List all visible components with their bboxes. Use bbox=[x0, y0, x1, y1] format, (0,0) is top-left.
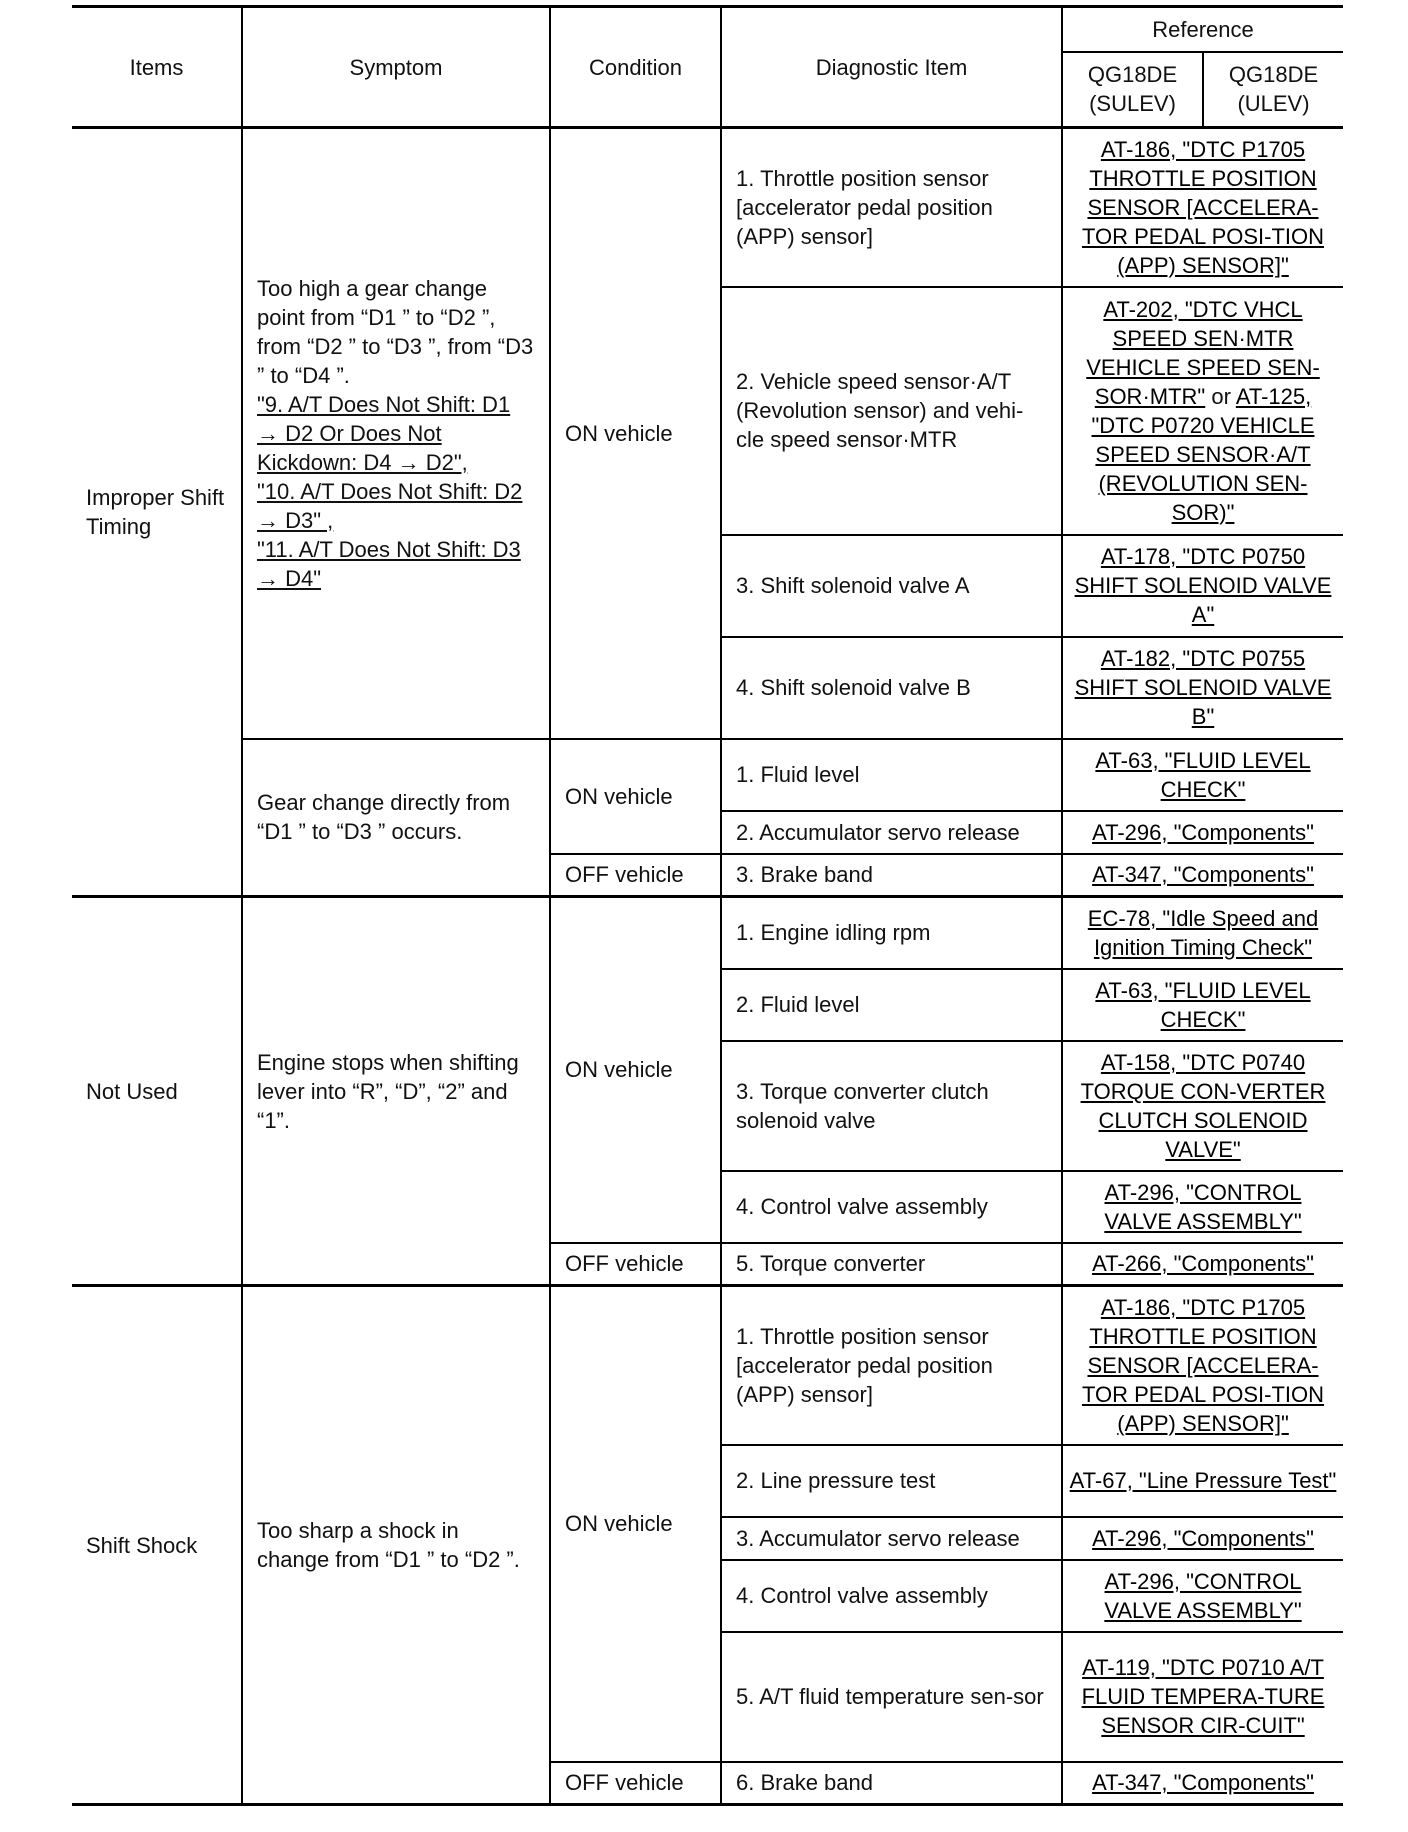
reference-link bbox=[1062, 739, 1343, 811]
condition-cell: OFF vehicle bbox=[550, 1243, 721, 1286]
diag-item: 3. Brake band bbox=[721, 854, 1062, 897]
reference-anchor[interactable]: AT-63, "FLUID LEVEL CHECK" bbox=[1095, 977, 1311, 1032]
reference-link bbox=[1062, 1171, 1343, 1243]
reference-anchor[interactable]: AT-182, "DTC P0755 SHIFT SOLENOID VALVE B" bbox=[1074, 646, 1332, 729]
reference-anchor[interactable]: AT-186, "DTC P1705 THROTTLE POSITION SENSOR [ACCELERA-TOR PEDAL POSI-TION (APP) SENSOR]" bbox=[1081, 136, 1325, 278]
header-condition: Condition bbox=[550, 7, 721, 128]
diag-item: 5. A/T fluid temperature sen-sor bbox=[721, 1632, 1062, 1762]
header-reference: Reference bbox=[1062, 7, 1343, 52]
reference-link bbox=[1062, 854, 1343, 897]
reference-link bbox=[1062, 1286, 1343, 1445]
condition-cell: ON vehicle bbox=[550, 1286, 721, 1762]
item-shift-shock: Shift Shock bbox=[72, 1286, 242, 1805]
reference-anchor[interactable]: AT-296, "CONTROL VALVE ASSEMBLY" bbox=[1104, 1568, 1302, 1623]
diag-item: 2. Fluid level bbox=[721, 969, 1062, 1041]
diag-item: 1. Throttle position sensor [accelerator pedal position (APP) sensor] bbox=[721, 128, 1062, 287]
diag-item: 4. Shift solenoid valve B bbox=[721, 637, 1062, 739]
reference-anchor[interactable]: AT-266, "Components" bbox=[1092, 1251, 1314, 1277]
condition-cell: OFF vehicle bbox=[550, 1762, 721, 1805]
reference-anchor[interactable]: AT-63, "FLUID LEVEL CHECK" bbox=[1095, 747, 1311, 802]
item-improper-shift-timing: Improper Shift Timing bbox=[72, 128, 242, 897]
reference-anchor[interactable]: AT-158, "DTC P0740 TORQUE CON-VERTER CLUTCH SOLENOID VALVE" bbox=[1080, 1049, 1326, 1162]
symptom-too-sharp-shock: Too sharp a shock in change from “D1 ” to “D2 ”. bbox=[242, 1286, 550, 1805]
diagnosis-table bbox=[72, 5, 1343, 1806]
symptom-engine-stops: Engine stops when shifting lever into “R”, “D”, “2” and “1”. bbox=[242, 897, 550, 1286]
diag-item: 3. Torque converter clutch solenoid valve bbox=[721, 1041, 1062, 1171]
reference-anchor[interactable]: AT-347, "Components" bbox=[1092, 1770, 1314, 1796]
header-symptom: Symptom bbox=[242, 7, 550, 128]
reference-link bbox=[1062, 637, 1343, 739]
reference-link bbox=[1062, 1632, 1343, 1762]
reference-link bbox=[1062, 1560, 1343, 1632]
diag-item: 3. Accumulator servo release bbox=[721, 1517, 1062, 1560]
reference-link bbox=[1062, 1517, 1343, 1560]
reference-link: AT-202, "DTC VHCL SPEED SEN·MTR VEHICLE SPEED SEN-SOR·MTR" or AT-125, "DTC P0720 VEHICLE SPEED SENSOR·A/T (REVOLUTION SEN-SOR)" bbox=[1062, 287, 1343, 535]
reference-anchor[interactable]: AT-296, "Components" bbox=[1092, 1525, 1314, 1551]
symptom-link-11[interactable]: "11. A/T Does Not Shift: D3 → D4" bbox=[257, 536, 521, 591]
diag-item: 4. Control valve assembly bbox=[721, 1560, 1062, 1632]
header-ref-sulev: QG18DE (SULEV) bbox=[1062, 52, 1203, 128]
item-not-used: Not Used bbox=[72, 897, 242, 1286]
diag-item: 2. Line pressure test bbox=[721, 1445, 1062, 1517]
diag-item: 3. Shift solenoid valve A bbox=[721, 535, 1062, 637]
reference-link bbox=[1062, 1041, 1343, 1171]
diag-item: 1. Engine idling rpm bbox=[721, 897, 1062, 969]
diag-item: 6. Brake band bbox=[721, 1762, 1062, 1805]
reference-anchor[interactable]: AT-296, "CONTROL VALVE ASSEMBLY" bbox=[1104, 1179, 1302, 1234]
condition-cell: ON vehicle bbox=[550, 897, 721, 1243]
reference-anchor[interactable]: EC-78, "Idle Speed and Ignition Timing Check" bbox=[1087, 905, 1319, 960]
reference-link bbox=[1062, 897, 1343, 969]
reference-anchor[interactable]: AT-67, "Line Pressure Test" bbox=[1069, 1468, 1337, 1493]
header-items: Items bbox=[129, 54, 184, 80]
reference-link bbox=[1062, 535, 1343, 637]
condition-cell: ON vehicle bbox=[550, 128, 721, 739]
reference-anchor[interactable]: AT-178, "DTC P0750 SHIFT SOLENOID VALVE A" bbox=[1074, 544, 1332, 627]
condition-cell: ON vehicle bbox=[550, 739, 721, 854]
reference-link bbox=[1062, 969, 1343, 1041]
reference-anchor[interactable]: AT-125, "DTC P0720 VEHICLE SPEED SENSOR·A/T (REVOLUTION SEN-SOR)" bbox=[1091, 383, 1315, 525]
reference-link bbox=[1062, 128, 1343, 287]
diag-item: 5. Torque converter bbox=[721, 1243, 1062, 1286]
diag-item: 2. Accumulator servo release bbox=[721, 811, 1062, 854]
header-diagnostic-item: Diagnostic Item bbox=[721, 7, 1062, 128]
symptom-too-high-gear-change: Too high a gear change point from “D1 ” to “D2 ”, from “D2 ” to “D3 ”, from “D3 ” to “D4 ”. "9. A/T Does Not Shift: D1 → D2 Or Does Not Kickdown: D4 → D2", "10. A/T Does Not Shift: D2 → D3" , "11. A/T Does Not Shift: D3 → D4" bbox=[242, 128, 550, 739]
symptom-link-10[interactable]: "10. A/T Does Not Shift: D2 → D3" , bbox=[257, 478, 523, 533]
diag-item: 1. Fluid level bbox=[721, 739, 1062, 811]
reference-link bbox=[1062, 1445, 1343, 1517]
reference-link bbox=[1062, 811, 1343, 854]
diag-item: 2. Vehicle speed sensor·A/T (Revolution sensor) and vehi-cle speed sensor·MTR bbox=[721, 287, 1062, 535]
reference-anchor[interactable]: AT-296, "Components" bbox=[1092, 819, 1314, 845]
reference-link bbox=[1062, 1762, 1343, 1805]
diag-item: 4. Control valve assembly bbox=[721, 1171, 1062, 1243]
symptom-link-9[interactable]: "9. A/T Does Not Shift: D1 → D2 Or Does Not Kickdown: D4 → D2", bbox=[257, 391, 511, 475]
reference-anchor[interactable]: AT-119, "DTC P0710 A/T FLUID TEMPERA-TURE SENSOR CIR-CUIT" bbox=[1081, 1655, 1325, 1738]
symptom-gear-change-directly: Gear change directly from “D1 ” to “D3 ” occurs. bbox=[242, 739, 550, 897]
reference-anchor[interactable]: AT-347, "Components" bbox=[1092, 862, 1314, 888]
condition-cell: OFF vehicle bbox=[550, 854, 721, 897]
reference-anchor[interactable]: AT-202, "DTC VHCL SPEED SEN·MTR VEHICLE SPEED SEN-SOR·MTR" bbox=[1086, 296, 1320, 409]
diag-item: 1. Throttle position sensor [accelerator pedal position (APP) sensor] bbox=[721, 1286, 1062, 1445]
reference-link bbox=[1062, 1243, 1343, 1286]
header-ref-ulev: QG18DE (ULEV) bbox=[1203, 52, 1343, 128]
reference-anchor[interactable]: AT-186, "DTC P1705 THROTTLE POSITION SENSOR [ACCELERA-TOR PEDAL POSI-TION (APP) SENSOR]" bbox=[1081, 1294, 1325, 1436]
